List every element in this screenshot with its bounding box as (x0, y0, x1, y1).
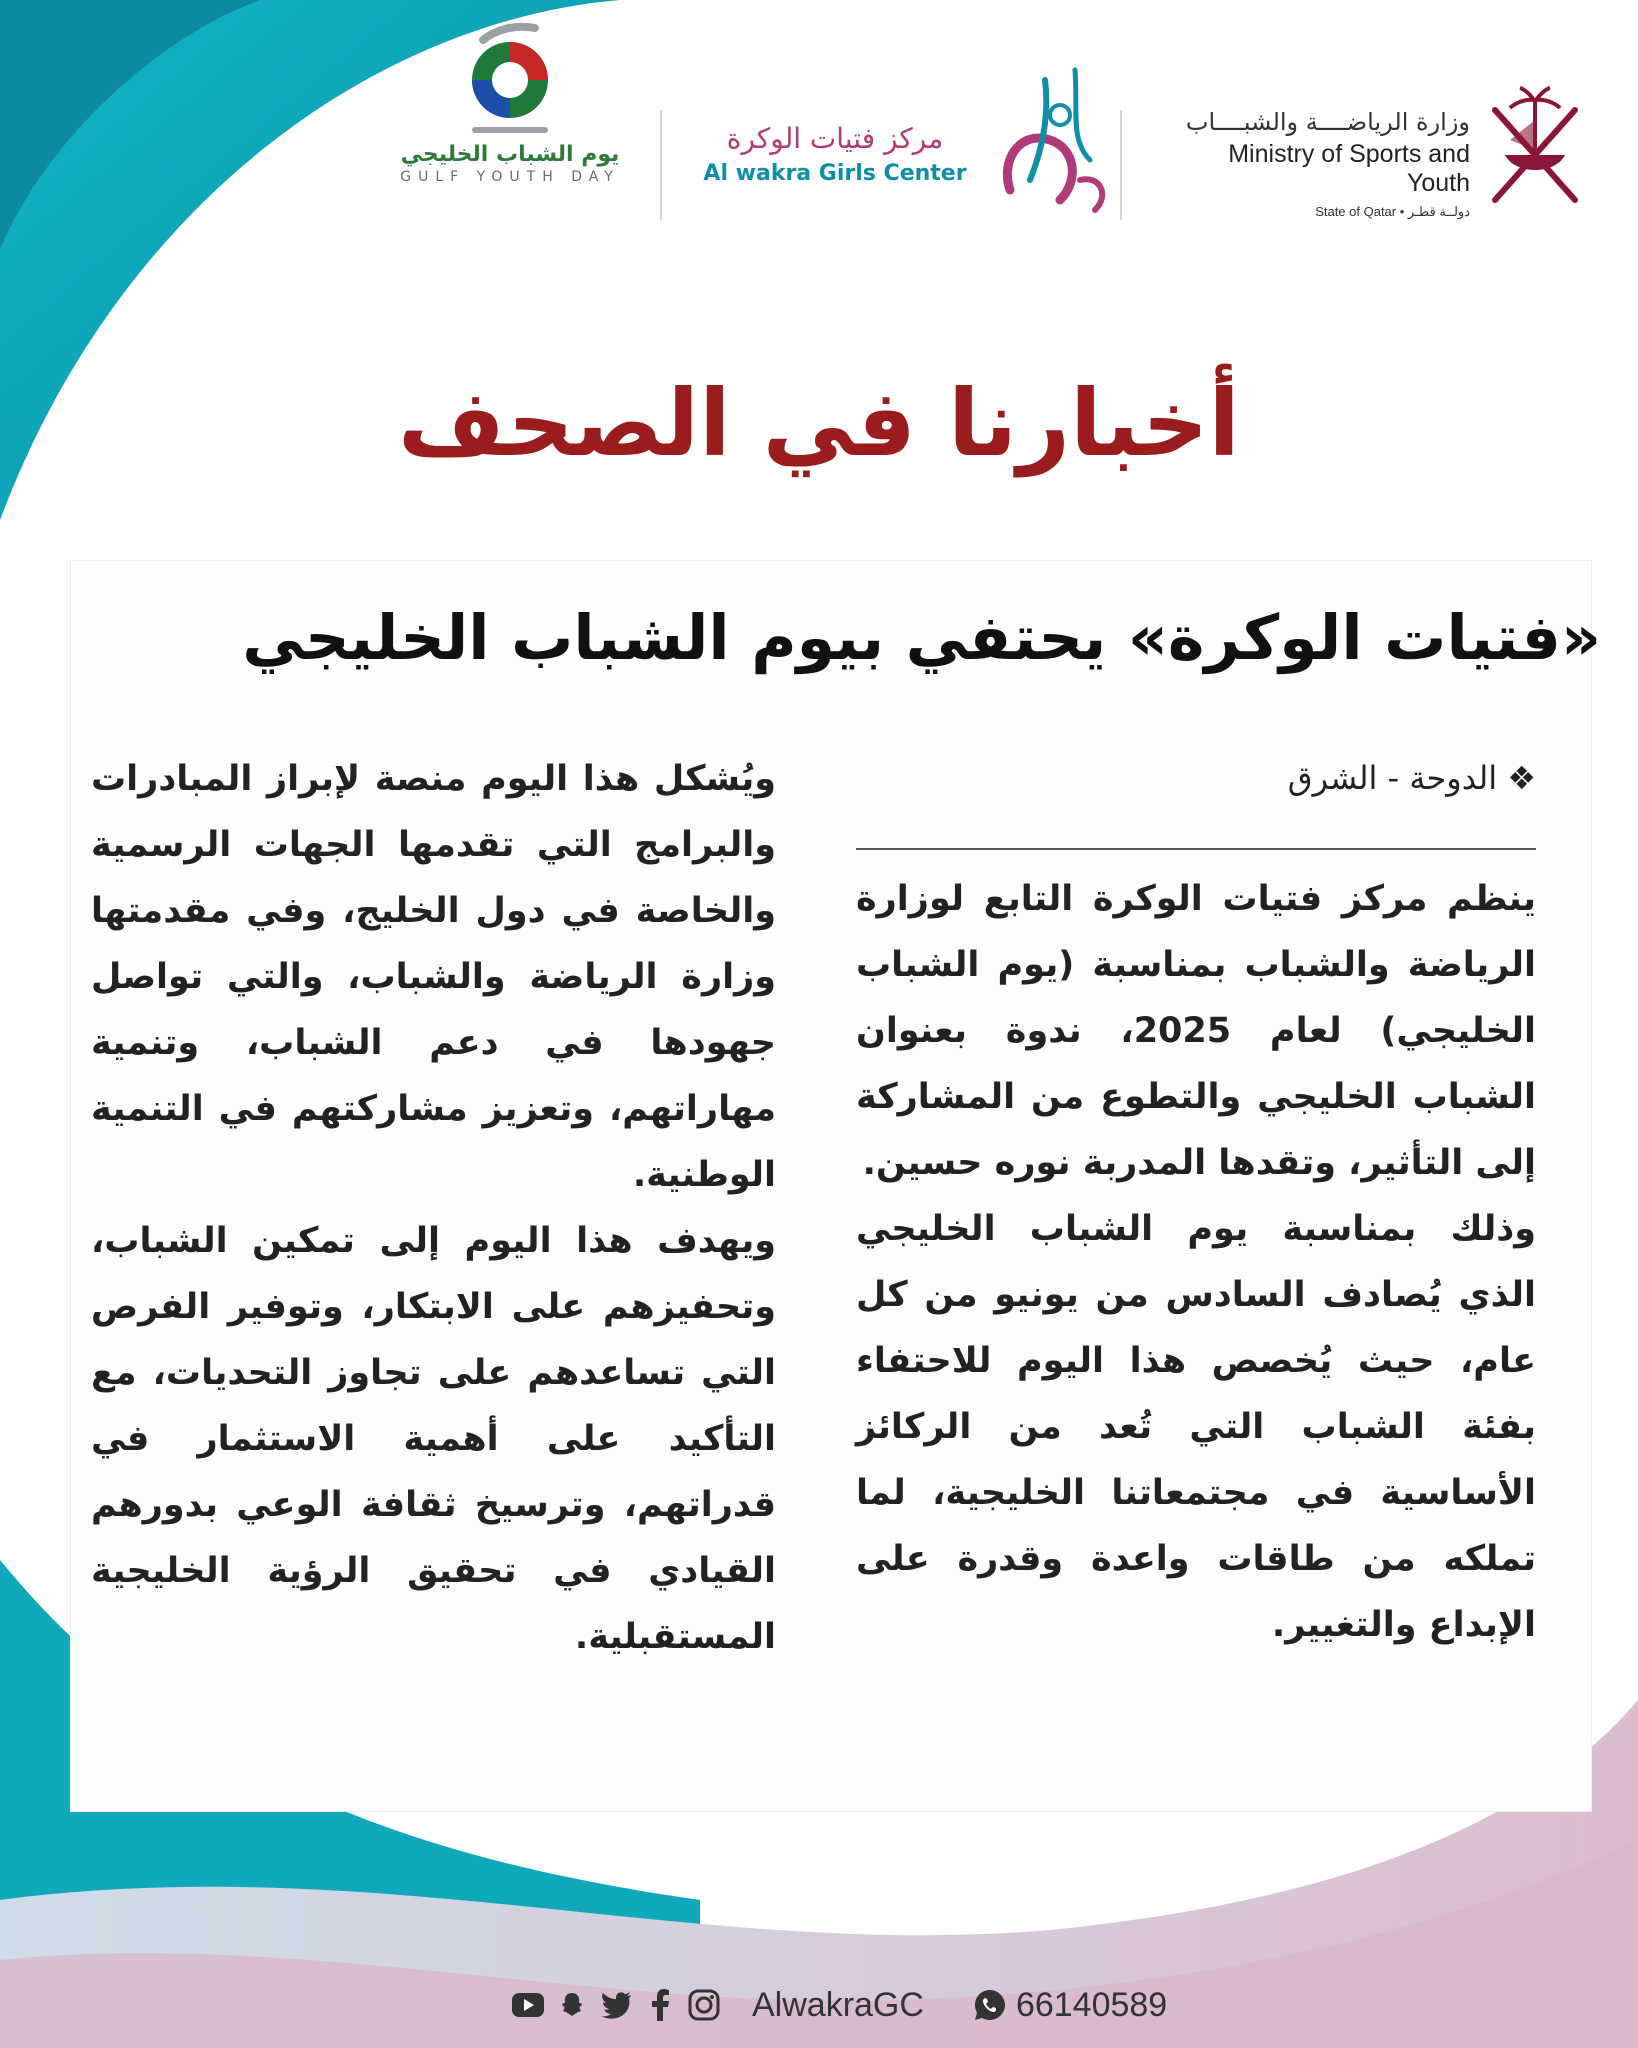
al-wakra-girls-center-logo (695, 60, 1145, 220)
article-title: «فتيات الوكرة» يحتفي بيوم الشباب الخليجي (242, 601, 1601, 674)
gulf-youth-day-arabic: يوم الشباب الخليجي (400, 142, 620, 167)
newspaper-clipping (70, 560, 1601, 1812)
gulf-youth-day-english: GULF YOUTH DAY (400, 169, 620, 185)
whatsapp-icon[interactable] (972, 1987, 1008, 2023)
center-calligraphy-icon (980, 60, 1130, 220)
ministry-name-english: Ministry of Sports and Youth (1228, 140, 1470, 197)
article-paragraph: ينظم مركز فتيات الوكرة التابع لوزارة الرياضة والشباب بمناسبة (يوم الشباب الخليجي) لعام 2025، ندوة بعنوان الشباب الخليجي والتطوع من المشاركة إلى التأثير، وتقدها المدربة نوره حسين. (856, 879, 1536, 1183)
byline-divider (856, 848, 1536, 850)
ministry-state-label: State of Qatar • دولــة قطـر (1315, 204, 1470, 219)
phone-number[interactable]: 66140589 (1015, 1985, 1168, 2024)
footer-contact (510, 1980, 1210, 2030)
center-name-english: Al wakra Girls Center (703, 161, 967, 186)
article-column-right (856, 866, 1536, 1658)
article-byline: ❖ الدوحة - الشرق (1287, 759, 1536, 797)
facebook-icon[interactable] (642, 1987, 678, 2023)
header-logos (380, 20, 1610, 220)
gulf-youth-day-emblem-icon (455, 20, 565, 140)
logo-separator (660, 110, 662, 220)
instagram-icon[interactable] (686, 1987, 722, 2023)
youtube-icon[interactable] (510, 1987, 546, 2023)
article-paragraph: وذلك بمناسبة يوم الشباب الخليجي الذي يُصادف السادس من يونيو من كل عام، حيث يُخصص هذا اليوم للاحتفاء بفئة الشباب التي تُعد من الركائز الأساسية في مجتمعاتنا الخليجية، لما تملكه من طاقات واعدة وقدرة على الإبداع والتغيير. (856, 1209, 1536, 1645)
article-column-left (91, 746, 776, 1670)
twitter-icon[interactable] (598, 1987, 634, 2023)
qatar-emblem-icon (1480, 80, 1590, 210)
page-headline: أخبارنا في الصحف (398, 370, 1240, 477)
social-handle[interactable]: AlwakraGC (752, 1985, 924, 2024)
logo-separator (1120, 110, 1122, 220)
snapchat-icon[interactable] (554, 1987, 590, 2023)
article-paragraph: ويُشكل هذا اليوم منصة لإبراز المبادرات والبرامج التي تقدمها الجهات الرسمية والخاصة في دول الخليج، وفي مقدمتها وزارة الرياضة والشباب، والتي تواصل جهودها في دعم الشباب، وتنمية مهاراتهم، وتعزيز مشاركتهم في التنمية الوطنية. (91, 759, 776, 1195)
ministry-logo (1160, 80, 1610, 230)
ministry-name-arabic: وزارة الرياضــــة والشبــــاب (1185, 108, 1470, 136)
gulf-youth-day-logo (380, 20, 640, 210)
center-name-arabic: مركز فتيات الوكرة (726, 122, 944, 155)
article-paragraph: ويهدف هذا اليوم إلى تمكين الشباب، وتحفيزهم على الابتكار، وتوفير الفرص التي تساعدهم على تجاوز التحديات، مع التأكيد على أهمية الاستثمار في قدراتهم، وترسيخ ثقافة الوعي بدورهم القيادي في تحقيق الرؤية الخليجية المستقبلية. (91, 1221, 776, 1657)
